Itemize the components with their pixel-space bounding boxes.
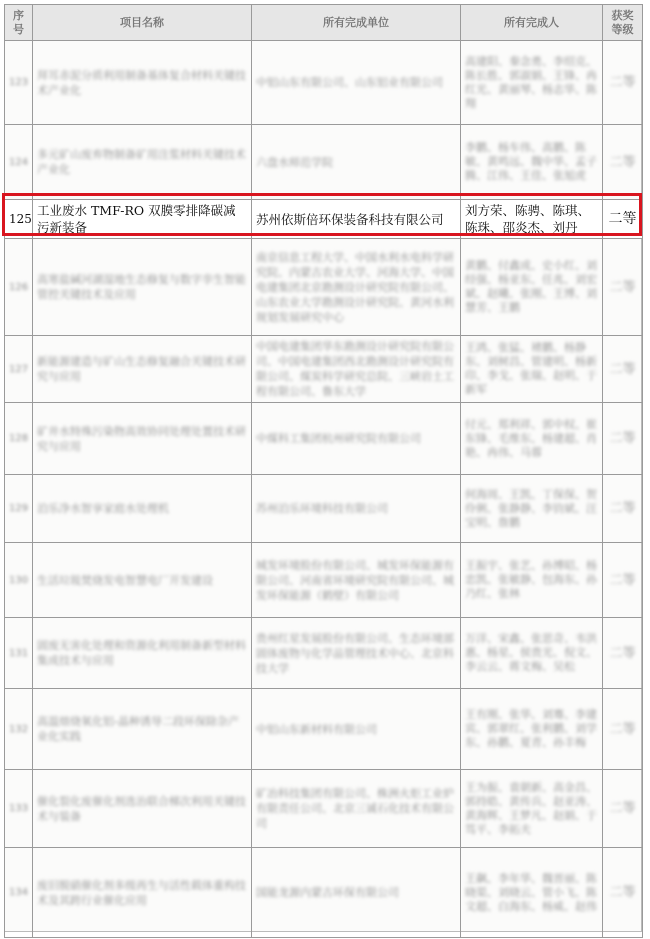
row-award: 二等 xyxy=(603,125,643,200)
row-num: 123 xyxy=(5,41,33,125)
row-people: 万洋、宋鑫、张思奇、韦洪惠、杨星、侯贵光、倪文、李云云、蒋文梅、吴松 xyxy=(461,618,603,689)
row-project: 新能源建造与矿山生态修复融合关键技术研究与应用 xyxy=(33,336,252,403)
row-project: 固废无害化处理和资源化利用制备新型材料集成技术与应用 xyxy=(33,618,252,689)
table-row xyxy=(5,41,643,125)
row-award: 二等 xyxy=(603,403,643,475)
row-project: 催化裂化废催化剂选治联合梯次利用关键技术与装备 xyxy=(33,770,252,848)
table-row xyxy=(5,475,643,543)
row-award: 二等 xyxy=(603,41,643,125)
row-units: 苏州依斯倍环保装备科技有限公司 xyxy=(252,200,461,239)
row-people: 李鹏、杨车伟、高鹏、陈敏、黄鸣远、魏中华、孟子腾、江伟、王佳、张旭虎 xyxy=(461,125,603,200)
row-units: 矿冶科技集团有限公司、株洲火炬工业炉有限责任公司、北京三诚石化技术有限公司 xyxy=(252,770,461,848)
row-units: 苏州泊乐环境科技有限公司 xyxy=(252,475,461,543)
row-award: 二等 xyxy=(603,848,643,938)
row-award: 二等 xyxy=(603,239,643,336)
row-num: 131 xyxy=(5,618,33,689)
highlighted-row xyxy=(5,200,643,239)
row-units: 城发环境股份有限公司、城发环保能源有限公司、河南省环境研究院有限公司、城发环保能源（鹤壁）有限公司 xyxy=(252,543,461,618)
table-row xyxy=(5,848,643,938)
row-people: 王有刚、张华、刘骞、李建宾、郭翠红、张利鹏、刘学东、孙鹏、夏青、孙丰梅 xyxy=(461,689,603,770)
row-num: 126 xyxy=(5,239,33,336)
row-people: 何海周、王凯、丁保保、贺伶俐、张静静、李钧斌、汪宝明、詹鹏 xyxy=(461,475,603,543)
row-units: 贵州红星发展股份有限公司、生态环境部固体废物与化学品管理技术中心、北京科技大学 xyxy=(252,618,461,689)
header-num: 序号 xyxy=(5,5,33,41)
row-units: 中铝山东有限公司、山东铝业有限公司 xyxy=(252,41,461,125)
table-row xyxy=(5,543,643,618)
header-award: 获奖等级 xyxy=(603,5,643,41)
row-units: 中煤科工集团杭州研究院有限公司 xyxy=(252,403,461,475)
row-project: 泊乐净水智享家庭水处理机 xyxy=(33,475,252,543)
row-num: 128 xyxy=(5,403,33,475)
table-row xyxy=(5,618,643,689)
table-row xyxy=(5,770,643,848)
row-num: 133 xyxy=(5,770,33,848)
row-people: 高建阳、秦念勇、李绍克、陈长胜、郭淑娟、王锋、冉红光、黄丽琴、杨志华、陈翔 xyxy=(461,41,603,125)
row-project: 生活垃圾焚烧发电智慧电厂开发建设 xyxy=(33,543,252,618)
row-num: 124 xyxy=(5,125,33,200)
row-project: 多元矿山废弃物制备矿用注浆材料关键技术产业化 xyxy=(33,125,252,200)
row-units: 国能龙源内蒙古环保有限公司 xyxy=(252,848,461,938)
row-project: 工业废水 TMF-RO 双膜零排降碳减污新装备 xyxy=(33,200,252,239)
row-num: 130 xyxy=(5,543,33,618)
row-project: 拜耳赤泥分质利用制备基体复合材料关键技术产业化 xyxy=(33,41,252,125)
table-row xyxy=(5,336,643,403)
row-num: 129 xyxy=(5,475,33,543)
row-units: 中铝山东新材料有限公司 xyxy=(252,689,461,770)
row-people: 王飙、李年华、魏晋丽、陈晓渠、刘晓云、管小飞、陈文超、白海东、杨威、赵伟 xyxy=(461,848,603,938)
table-row xyxy=(5,239,643,336)
row-num: 125 xyxy=(5,200,33,239)
row-project: 废旧脱硝催化剂多级再生与活性载体重构技术及其跨行业催化应用 xyxy=(33,848,252,938)
row-project: 高寒盐碱河湖湿地生态修复与数字孪生智能管控关键技术及应用 xyxy=(33,239,252,336)
table-header-row xyxy=(5,5,643,41)
row-people: 王振宇、张艺、孙博昭、杨忠凯、张敏静、包海东、孙乃红、张林 xyxy=(461,543,603,618)
row-num: 127 xyxy=(5,336,33,403)
award-table xyxy=(4,4,643,938)
row-award: 二等 xyxy=(603,543,643,618)
row-units: 中国电建集团华东勘测设计研究院有限公司、中国电建集团西北勘测设计研究院有限公司、煤炭科学研究总院、三峡岩土工程有限公司、鲁东大学 xyxy=(252,336,461,403)
row-people: 王为振、袁朝新、高金昌、郭持皓、黄传兵、赵亚涛、黄海辉、王梦凡、赵娟、于笃平、李拓夫 xyxy=(461,770,603,848)
header-project: 项目名称 xyxy=(33,5,252,41)
row-people: 王鸿、张猛、褚鹏、杨静东、刘树昌、管建明、杨新印、李戈、张瑞、赵明、于新军 xyxy=(461,336,603,403)
header-units: 所有完成单位 xyxy=(252,5,461,41)
row-people: 黄鹏、付鑫成、史小红、刘经强、杨亚东、任兆、刘宏斌、赵曦、张刚、王博、刘慧芳、王鹏 xyxy=(461,239,603,336)
table-row xyxy=(5,125,643,200)
row-units: 六盘水师范学院 xyxy=(252,125,461,200)
table-row xyxy=(5,403,643,475)
row-award: 二等 xyxy=(603,200,643,239)
row-award: 二等 xyxy=(603,336,643,403)
row-num: 134 xyxy=(5,848,33,938)
row-award: 二等 xyxy=(603,689,643,770)
row-num: 132 xyxy=(5,689,33,770)
row-award: 二等 xyxy=(603,475,643,543)
table-row xyxy=(5,689,643,770)
row-people: 刘方荣、陈骋、陈琪、陈珠、邵炎杰、刘丹 xyxy=(461,200,603,239)
row-project: 高温熔烧氧化铝-晶种诱导二段环保除杂产业化实践 xyxy=(33,689,252,770)
row-people: 付元、郑利祥、郭中权、崔东锋、毛维东、杨建超、肖艳、冉伟、马蓉 xyxy=(461,403,603,475)
row-award: 二等 xyxy=(603,618,643,689)
row-award: 二等 xyxy=(603,770,643,848)
header-people: 所有完成人 xyxy=(461,5,603,41)
row-units: 南京信息工程大学、中国水利水电科学研究院、内蒙古农业大学、河海大学、中国电建集团北京勘测设计研究院有限公司、山东农业大学勘测设计研究院、黄河水利规划发展研究中心 xyxy=(252,239,461,336)
row-project: 矿井水特殊污染物高效协同处理处置技术研究与应用 xyxy=(33,403,252,475)
